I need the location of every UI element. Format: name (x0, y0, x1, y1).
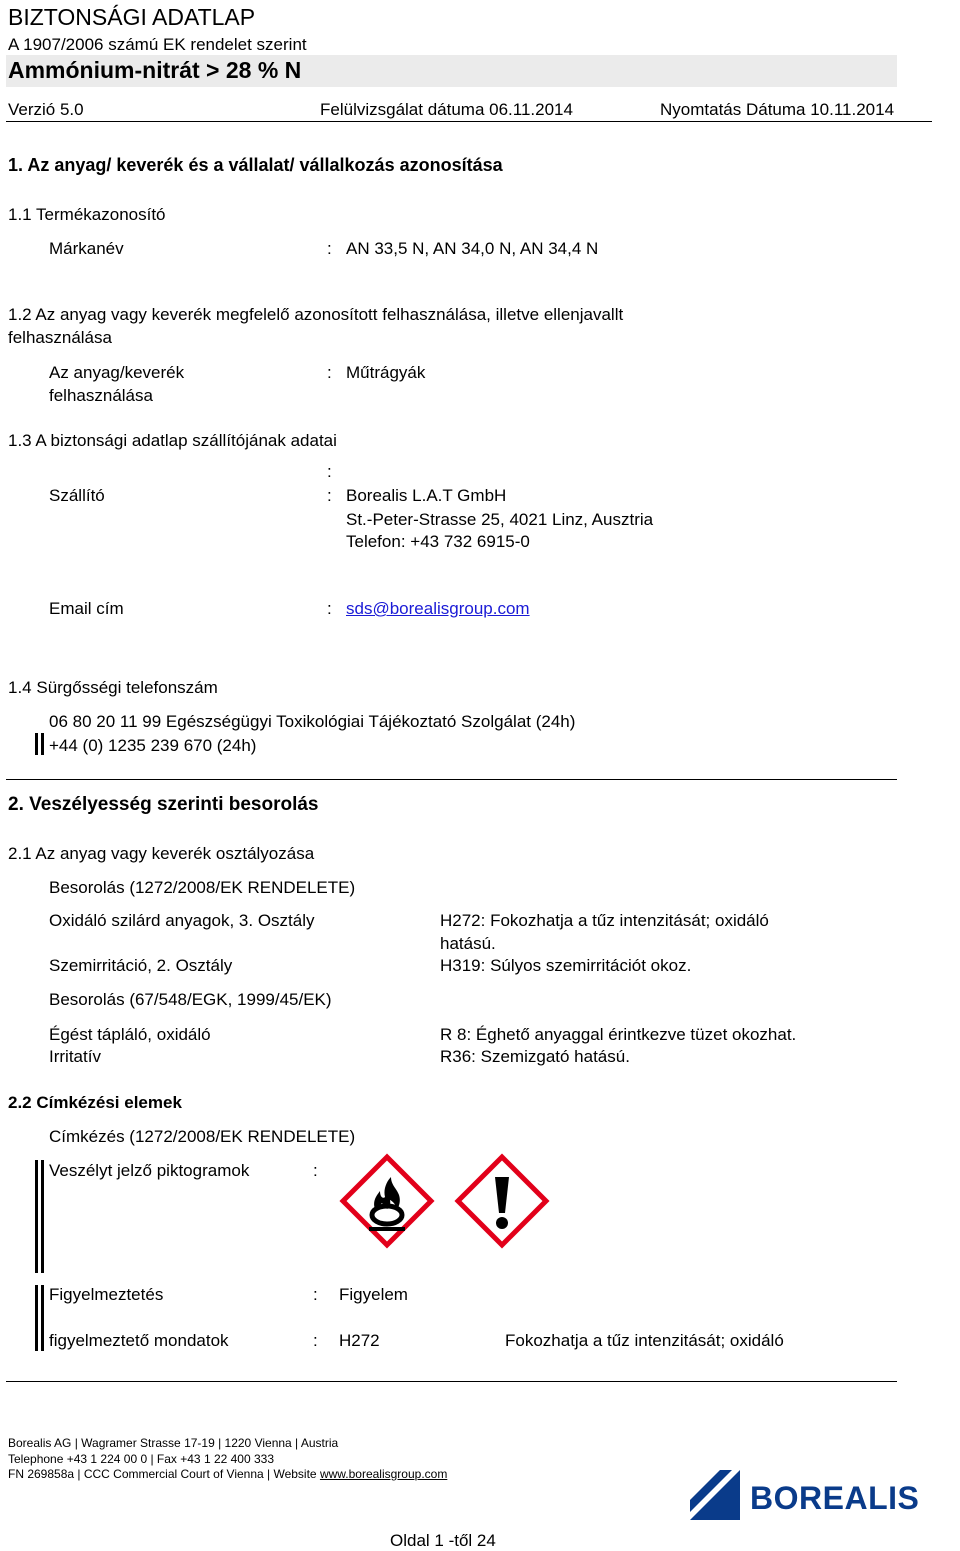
section-1-3-title: 1.3 A biztonsági adatlap szállítójának adatai (8, 431, 337, 450)
borealis-logo (690, 1470, 952, 1520)
label-title: Címkézés (1272/2008/EK RENDELETE) (49, 1127, 356, 1146)
supplier-phone: Telefon: +43 732 6915-0 (346, 532, 530, 551)
email-colon: : (327, 599, 332, 618)
supplier-name: Borealis L.A.T GmbH (346, 486, 507, 505)
print-date: Nyomtatás Dátuma 10.11.2014 (660, 100, 895, 119)
footer-registration (8, 1467, 447, 1481)
section-2-title: 2. Veszélyesség szerinti besorolás (8, 794, 319, 815)
signal-word-label: Figyelmeztetés (49, 1285, 164, 1304)
email-label: Email cím (49, 599, 124, 618)
dsd-statement-2: R36: Szemizgató hatású. (440, 1047, 630, 1066)
clp-statement-1-line2: hatású. (440, 934, 496, 953)
change-bar-right (41, 1160, 44, 1273)
brand-colon: : (327, 239, 332, 258)
email-link[interactable]: sds@borealisgroup.com (346, 599, 530, 618)
section-rule-1 (6, 779, 897, 780)
borealis-logo-text: BOREALIS (750, 1480, 920, 1516)
change-bar-right (41, 733, 44, 755)
emergency-line-2: +44 (0) 1235 239 670 (24h) (49, 736, 257, 755)
doc-title: BIZTONSÁGI ADATLAP (8, 4, 256, 30)
brand-value: AN 33,5 N, AN 34,0 N, AN 34,4 N (346, 239, 599, 258)
exclamation-mark-icon (454, 1153, 550, 1249)
section-1-title: 1. Az anyag/ keverék és a vállalat/ vállalkozás azonosítása (8, 155, 503, 175)
section-2-2-title: 2.2 Címkézési elemek (8, 1093, 182, 1112)
clp-class-2: Szemirritáció, 2. Osztály (49, 956, 233, 975)
dsd-statement-1: R 8: Éghető anyaggal érintkezve tüzet okozhat. (440, 1025, 797, 1044)
flame-over-circle-icon (339, 1153, 435, 1249)
clp-class-1: Oxidáló szilárd anyagok, 3. Osztály (49, 911, 315, 930)
brand-label: Márkanév (49, 239, 124, 258)
page-number: Oldal 1 -től 24 (390, 1531, 496, 1550)
dsd-title: Besorolás (67/548/EGK, 1999/45/EK) (49, 990, 332, 1009)
change-bar-left (35, 733, 38, 755)
pictogram-label: Veszélyt jelző piktogramok (49, 1161, 250, 1180)
change-bar-left (35, 1160, 38, 1273)
regulation-line: A 1907/2006 számú EK rendelet szerint (8, 35, 307, 54)
change-bar-left (35, 1285, 38, 1351)
header-rule (6, 121, 932, 122)
change-bar-right (41, 1285, 44, 1351)
section-1-4-title: 1.4 Sürgősségi telefonszám (8, 678, 218, 697)
dsd-class-1: Égést tápláló, oxidáló (49, 1025, 211, 1044)
footer-website-link[interactable]: www.borealisgroup.com (319, 1467, 448, 1481)
hazard-text: Fokozhatja a tűz intenzitását; oxidáló (505, 1331, 784, 1350)
section-2-1-title: 2.1 Az anyag vagy keverék osztályozása (8, 844, 315, 863)
footer-rule (6, 1381, 897, 1382)
section-1-1-title: 1.1 Termékazonosító (8, 205, 166, 224)
borealis-logo-mark (690, 1470, 740, 1520)
footer-address: Borealis AG | Wagramer Strasse 17-19 | 1220 Vienna | Austria (8, 1436, 339, 1450)
version: Verzió 5.0 (8, 100, 84, 119)
hazard-code: H272 (339, 1331, 380, 1350)
hazard-statements-label: figyelmeztető mondatok (49, 1331, 229, 1350)
footer-registration-text: FN 269858a | CCC Commercial Court of Vienna | Website (8, 1467, 320, 1481)
signal-word-colon: : (313, 1285, 318, 1304)
supplier-address: St.-Peter-Strasse 25, 4021 Linz, Ausztria (346, 510, 654, 529)
revision-date: Felülvizsgálat dátuma 06.11.2014 (320, 100, 573, 119)
section-1-2-title-line2: felhasználása (8, 328, 112, 347)
supplier-label: Szállító (49, 486, 105, 505)
use-label-line2: felhasználása (49, 386, 153, 405)
pictogram-colon: : (313, 1161, 318, 1180)
clp-statement-1-line1: H272: Fokozhatja a tűz intenzitását; oxidáló (440, 911, 769, 930)
emergency-line-1: 06 80 20 11 99 Egészségügyi Toxikológiai Tájékoztató Szolgálat (24h) (49, 712, 576, 731)
use-value: Műtrágyák (346, 363, 426, 382)
footer-contact: Telephone +43 1 224 00 0 | Fax +43 1 22 400 333 (8, 1452, 275, 1466)
product-name: Ammónium-nitrát > 28 % N (8, 57, 302, 83)
dsd-class-2: Irritatív (49, 1047, 101, 1066)
use-colon: : (327, 363, 332, 382)
clp-title: Besorolás (1272/2008/EK RENDELETE) (49, 878, 356, 897)
section-1-2-title-line1: 1.2 Az anyag vagy keverék megfelelő azonosított felhasználása, illetve ellenjavallt (8, 305, 624, 324)
supplier-colon: : (327, 486, 332, 505)
clp-statement-2: H319: Súlyos szemirritációt okoz. (440, 956, 692, 975)
use-label-line1: Az anyag/keverék (49, 363, 185, 382)
hazard-statements-colon: : (313, 1331, 318, 1350)
supplier-colon-top: : (327, 462, 332, 481)
signal-word-value: Figyelem (339, 1285, 408, 1304)
